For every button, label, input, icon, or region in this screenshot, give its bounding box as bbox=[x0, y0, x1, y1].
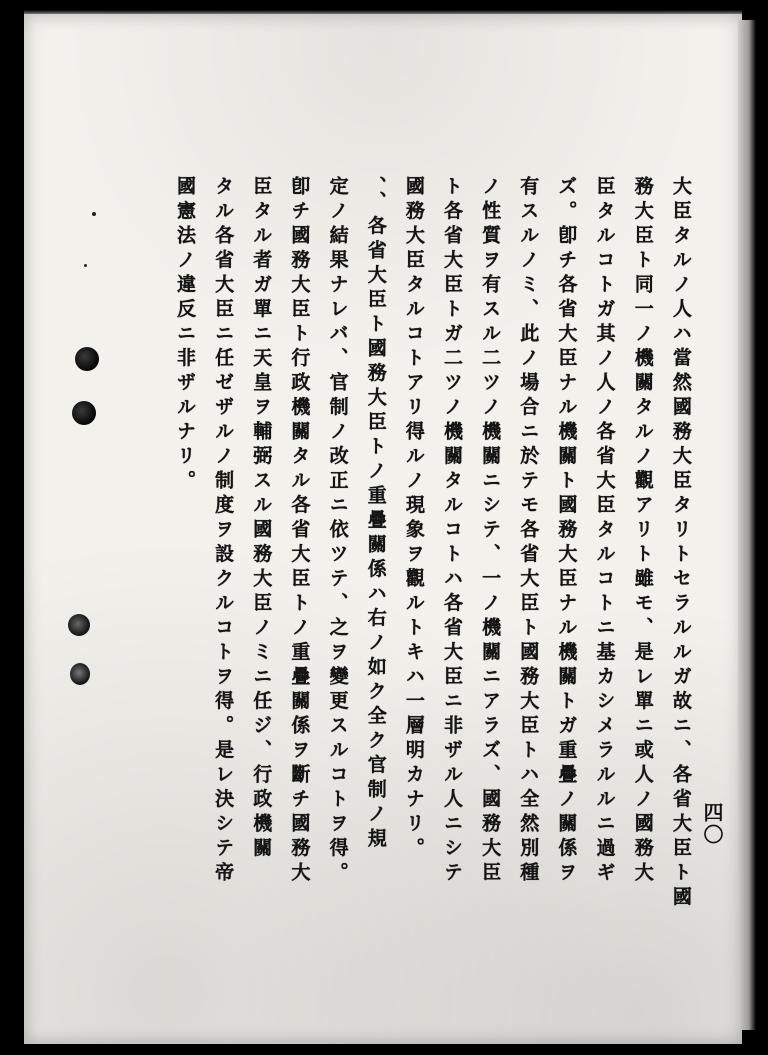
text-column: 卽チ國務大臣ト行政機關タル各省大臣トノ重疊關係ヲ斷チ國務大 bbox=[288, 176, 311, 887]
ink-speck bbox=[92, 212, 96, 216]
text-column: ズ。卽チ各省大臣ナル機關ト國務大臣ナル機關トガ重疊ノ關係ヲ bbox=[555, 176, 578, 887]
text-column: 大臣タルノ人ハ當然國務大臣タリトセラルルガ故ニ、各省大臣ト國 bbox=[669, 176, 692, 911]
text-column: タル各省大臣ニ任ゼザルノ制度ヲ設クルコトヲ得。是レ決シテ帝 bbox=[212, 176, 235, 887]
binding-hole bbox=[68, 614, 90, 636]
text-column: 、、各省大臣ト國務大臣トノ重疊關係ハ右ノ如ク全ク官制ノ規 bbox=[364, 176, 387, 853]
text-column: 定ノ結果ナレバ、官制ノ改正ニ依ツテ、之ヲ變更スルコトヲ得。 bbox=[326, 176, 349, 887]
binding-hole bbox=[70, 663, 90, 685]
text-column: ト各省大臣トガ二ツノ機關タルコトハ各省大臣ニ非ザル人ニシテ bbox=[440, 176, 463, 887]
text-column: 臣タルコトガ其ノ人ノ各省大臣タルコトニ基カシメラルルニ過ギ bbox=[593, 176, 616, 887]
text-column: 務大臣ト同一ノ機關タルノ觀アリト雖モ、是レ單ニ或人ノ國務大 bbox=[631, 176, 654, 887]
page-number: 四〇 bbox=[700, 802, 724, 846]
text-column: ノ性質ヲ有スル二ツノ機關ニシテ、一ノ機關ニアラズ、國務大臣 bbox=[479, 176, 502, 887]
text-column: 國務大臣タルコトアリ得ルノ現象ヲ觀ルトキハ一層明カナリ。 bbox=[402, 176, 425, 862]
text-column: 臣タル者ガ單ニ天皇ヲ輔弼スル國務大臣ノミニ任ジ、行政機關 bbox=[250, 176, 273, 862]
text-column: 國憲法ノ違反ニ非ザルナリ。 bbox=[174, 176, 196, 495]
page-right-edge bbox=[738, 20, 756, 1030]
binding-hole bbox=[72, 401, 96, 425]
body-text bbox=[172, 176, 694, 936]
text-column: 有スルノミ、此ノ場合ニ於テモ各省大臣ト國務大臣トハ全然別種 bbox=[517, 176, 540, 887]
ink-speck bbox=[84, 264, 87, 267]
binding-hole bbox=[75, 347, 99, 371]
